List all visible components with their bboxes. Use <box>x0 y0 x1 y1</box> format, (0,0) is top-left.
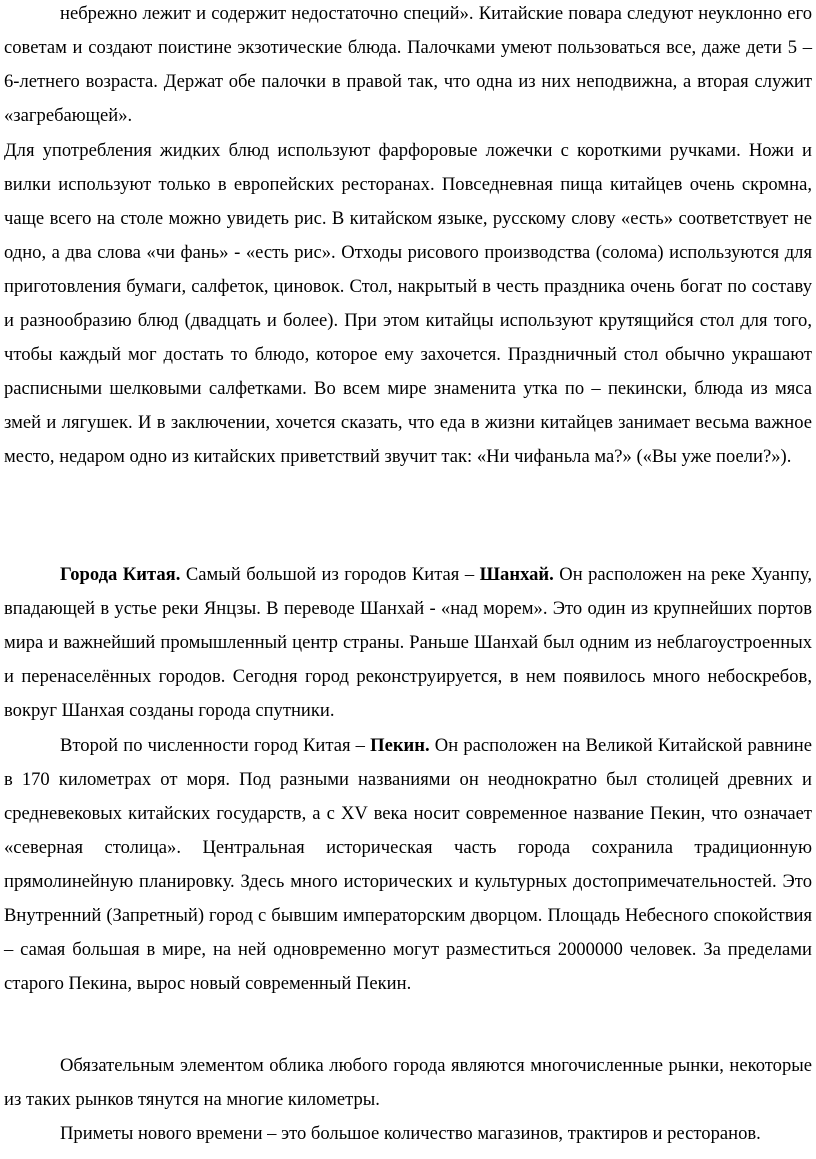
paragraph-food-customs <box>4 134 812 474</box>
paragraph-text: Он расположен на реке Хуанпу, впадающей в устье реки Янцзы. В переводе Шанхай - «над морем». Это один из крупнейших портов мира и важнейший промышленный центр страны. Раньше Шанхай был одним из неблагоустроенных и перенаселённых городов. Сегодня город реконструируется, в нем появилось много небоскребов, вокруг Шанхая созданы города спутники. <box>4 564 812 721</box>
paragraph-text: Для употребления жидких блюд используют фарфоровые ложечки с короткими ручками. Ножи и вилки используют только в европейских ресторанах. Повседневная пища китайцев очень скромна, чаще всего на столе можно увидеть рис. В китайском языке, русскому слову «есть» соответствует не одно, а два слова «чи фань» - «есть рис». Отходы рисового производства (солома) используются для приготовления бумаги, салфеток, циновок. Стол, накрытый в честь праздника очень богат по составу и разнообразию блюд (двадцать и более). При этом китайцы используют крутящийся стол для того, чтобы каждый мог достать то блюдо, которое ему захочется. Праздничный стол обычно украшают расписными шелковыми салфетками. Во всем мире знаменита утка по – пекински, блюда из мяса змей и лягушек. И в заключении, хочется сказать, что еда в жизни китайцев занимает весьма важное место, недаром одно из китайских приветствий звучит так: «Ни чифаньла ма?» («Вы уже поели?»). <box>4 140 812 467</box>
section-heading: Города Китая. <box>60 564 181 585</box>
paragraph-food-chopsticks <box>4 0 812 133</box>
paragraph-text: Он расположен на Великой Китайской равнине в 170 километрах от моря. Под разными названиями он неоднократно был столицей древних и средневековых китайских государств, а с XV века носит современное название Пекин, что означает «северная столица». Центральная историческая часть города сохранила традиционную прямолинейную планировку. Здесь много исторических и культурных достопримечательностей. Это Внутренний (Запретный) город с бывшим императорским дворцом. Площадь Небесного спокойствия – самая большая в мире, на ней одновременно могут разместиться 2000000 человек. За пределами старого Пекина, вырос новый современный Пекин. <box>4 735 812 994</box>
paragraph-text: Обязательным элементом облика любого города являются многочисленные рынки, некоторые из таких рынков тянутся на многие километры. <box>4 1055 812 1110</box>
paragraph-beijing <box>4 729 812 1001</box>
paragraph-modern-signs <box>4 1117 812 1151</box>
paragraph-text: Приметы нового времени – это большое количество магазинов, трактиров и ресторанов. <box>60 1123 761 1144</box>
paragraph-text: Второй по численности город Китая – <box>60 735 371 756</box>
city-name-beijing: Пекин. <box>370 735 430 756</box>
paragraph-text: Самый большой из городов Китая – <box>180 564 480 585</box>
paragraph-text: небрежно лежит и содержит недостаточно специй». Китайские повара следуют неуклонно его советам и создают поистине экзотические блюда. Палочками умеют пользоваться все, даже дети 5 – 6-летнего возраста. Держат обе палочки в правой так, что одна из них неподвижна, а вторая служит «загребающей». <box>4 3 812 126</box>
paragraph-markets <box>4 1049 812 1117</box>
paragraph-shanghai <box>4 558 812 728</box>
city-name-shanghai: Шанхай. <box>479 564 554 585</box>
